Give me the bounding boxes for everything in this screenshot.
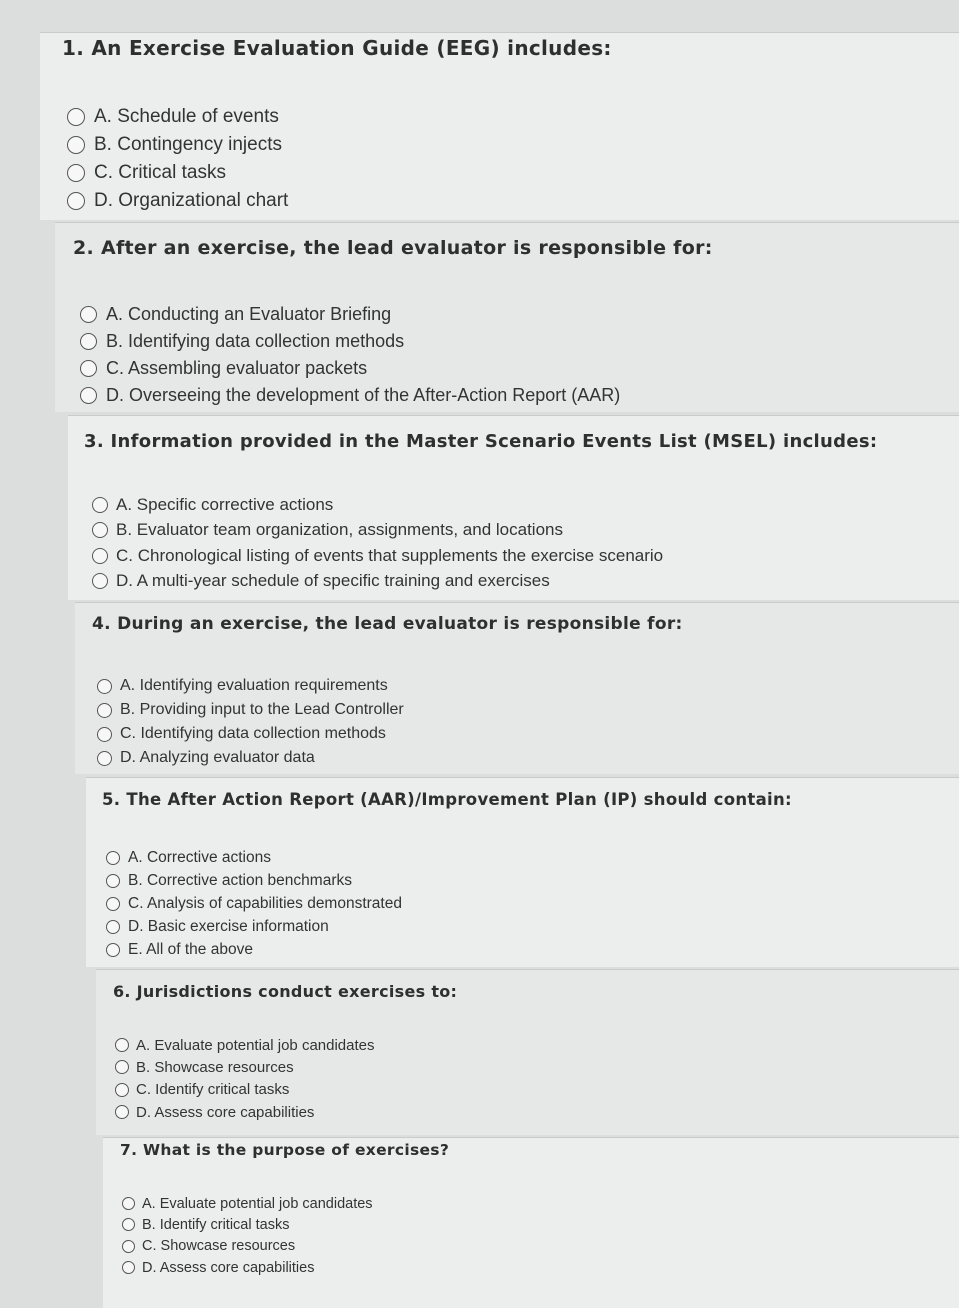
radio-button[interactable] (97, 703, 112, 718)
question-title: 7. What is the purpose of exercises? (120, 1141, 450, 1159)
question-3 (68, 415, 959, 600)
option-d[interactable] (115, 1101, 375, 1123)
option-b[interactable] (115, 1056, 375, 1078)
radio-button[interactable] (106, 874, 120, 888)
options-list (115, 1034, 375, 1123)
radio-button[interactable] (122, 1218, 135, 1231)
radio-button[interactable] (67, 192, 85, 210)
option-c[interactable] (67, 159, 288, 187)
radio-button[interactable] (122, 1197, 135, 1210)
radio-button[interactable] (80, 306, 97, 323)
radio-button[interactable] (97, 751, 112, 766)
radio-button[interactable] (115, 1083, 129, 1097)
question-title: 6. Jurisdictions conduct exercises to: (113, 982, 458, 1001)
option-label: D. Overseeing the development of the After-Action Report (AAR) (106, 385, 621, 405)
question-4 (75, 602, 959, 774)
radio-button[interactable] (92, 573, 108, 589)
radio-button[interactable] (115, 1060, 129, 1074)
question-title: 2. After an exercise, the lead evaluator is responsible for: (73, 237, 713, 259)
question-5 (86, 777, 959, 967)
option-label: A. Evaluate potential job candidates (136, 1036, 375, 1054)
question-title: 3. Information provided in the Master Scenario Events List (MSEL) includes: (84, 431, 878, 452)
option-label: C. Showcase resources (142, 1238, 296, 1255)
option-d[interactable] (122, 1257, 373, 1278)
option-label: D. Basic exercise information (128, 918, 329, 936)
radio-button[interactable] (80, 333, 97, 350)
question-6 (96, 969, 959, 1135)
option-a[interactable] (80, 301, 620, 328)
option-b[interactable] (97, 698, 404, 722)
radio-button[interactable] (92, 497, 108, 513)
options-list (80, 301, 620, 409)
option-b[interactable] (106, 869, 402, 892)
option-label: C. Identify critical tasks (136, 1081, 290, 1099)
option-a[interactable] (115, 1034, 375, 1056)
radio-button[interactable] (92, 522, 108, 538)
radio-button[interactable] (115, 1105, 129, 1119)
option-label: B. Showcase resources (136, 1058, 294, 1076)
option-a[interactable] (97, 674, 404, 698)
option-c[interactable] (80, 355, 620, 382)
option-c[interactable] (97, 722, 404, 746)
option-d[interactable] (67, 187, 288, 215)
option-d[interactable] (97, 746, 404, 770)
option-a[interactable] (67, 103, 288, 131)
question-7 (103, 1137, 959, 1308)
option-label: A. Identifying evaluation requirements (120, 677, 388, 694)
option-label: C. Critical tasks (94, 162, 226, 183)
option-label: C. Identifying data collection methods (120, 725, 386, 742)
option-label: B. Providing input to the Lead Controller (120, 701, 404, 718)
option-label: C. Analysis of capabilities demonstrated (128, 894, 402, 912)
radio-button[interactable] (115, 1038, 129, 1052)
option-b[interactable] (67, 131, 288, 159)
radio-button[interactable] (97, 679, 112, 694)
question-2 (55, 222, 959, 412)
option-c[interactable] (122, 1236, 373, 1257)
option-label: B. Identify critical tasks (142, 1216, 290, 1233)
radio-button[interactable] (106, 943, 120, 957)
option-label: D. A multi-year schedule of specific training and exercises (116, 571, 550, 591)
option-a[interactable] (92, 492, 663, 518)
option-label: B. Contingency injects (94, 134, 282, 155)
option-label: A. Schedule of events (94, 106, 279, 127)
radio-button[interactable] (67, 108, 85, 126)
option-label: A. Conducting an Evaluator Briefing (106, 304, 392, 324)
option-label: E. All of the above (128, 941, 253, 959)
options-list (122, 1193, 373, 1278)
option-label: C. Chronological listing of events that supplements the exercise scenario (116, 545, 664, 565)
option-e[interactable] (106, 939, 402, 962)
option-label: A. Evaluate potential job candidates (142, 1195, 373, 1212)
radio-button[interactable] (122, 1261, 135, 1274)
option-label: A. Specific corrective actions (116, 494, 334, 514)
option-d[interactable] (92, 569, 663, 595)
option-a[interactable] (106, 846, 402, 869)
options-list (92, 492, 663, 594)
radio-button[interactable] (97, 727, 112, 742)
option-d[interactable] (106, 916, 402, 939)
radio-button[interactable] (80, 387, 97, 404)
option-c[interactable] (92, 543, 663, 569)
option-label: B. Identifying data collection methods (106, 331, 405, 351)
question-title: 4. During an exercise, the lead evaluator is responsible for: (92, 614, 683, 634)
option-label: D. Assess core capabilities (142, 1259, 315, 1276)
option-c[interactable] (115, 1079, 375, 1101)
options-list (97, 674, 404, 770)
option-label: B. Evaluator team organization, assignments, and locations (116, 520, 563, 540)
question-title: 5. The After Action Report (AAR)/Improvement Plan (IP) should contain: (102, 790, 792, 809)
option-label: D. Assess core capabilities (136, 1103, 315, 1121)
option-label: C. Assembling evaluator packets (106, 358, 368, 378)
options-list (67, 103, 288, 215)
radio-button[interactable] (106, 851, 120, 865)
option-b[interactable] (92, 518, 663, 544)
option-c[interactable] (106, 892, 402, 915)
question-title: 1. An Exercise Evaluation Guide (EEG) includes: (62, 36, 612, 60)
radio-button[interactable] (67, 136, 85, 154)
option-b[interactable] (80, 328, 620, 355)
radio-button[interactable] (106, 920, 120, 934)
option-label: D. Analyzing evaluator data (120, 749, 315, 766)
radio-button[interactable] (106, 897, 120, 911)
radio-button[interactable] (92, 548, 108, 564)
option-b[interactable] (122, 1214, 373, 1235)
option-label: A. Corrective actions (128, 848, 271, 866)
option-label: D. Organizational chart (94, 190, 289, 211)
options-list (106, 846, 402, 962)
radio-button[interactable] (122, 1240, 135, 1253)
option-a[interactable] (122, 1193, 373, 1214)
question-1 (40, 32, 959, 220)
option-d[interactable] (80, 382, 620, 409)
radio-button[interactable] (80, 360, 97, 377)
option-label: B. Corrective action benchmarks (128, 871, 352, 889)
radio-button[interactable] (67, 164, 85, 182)
